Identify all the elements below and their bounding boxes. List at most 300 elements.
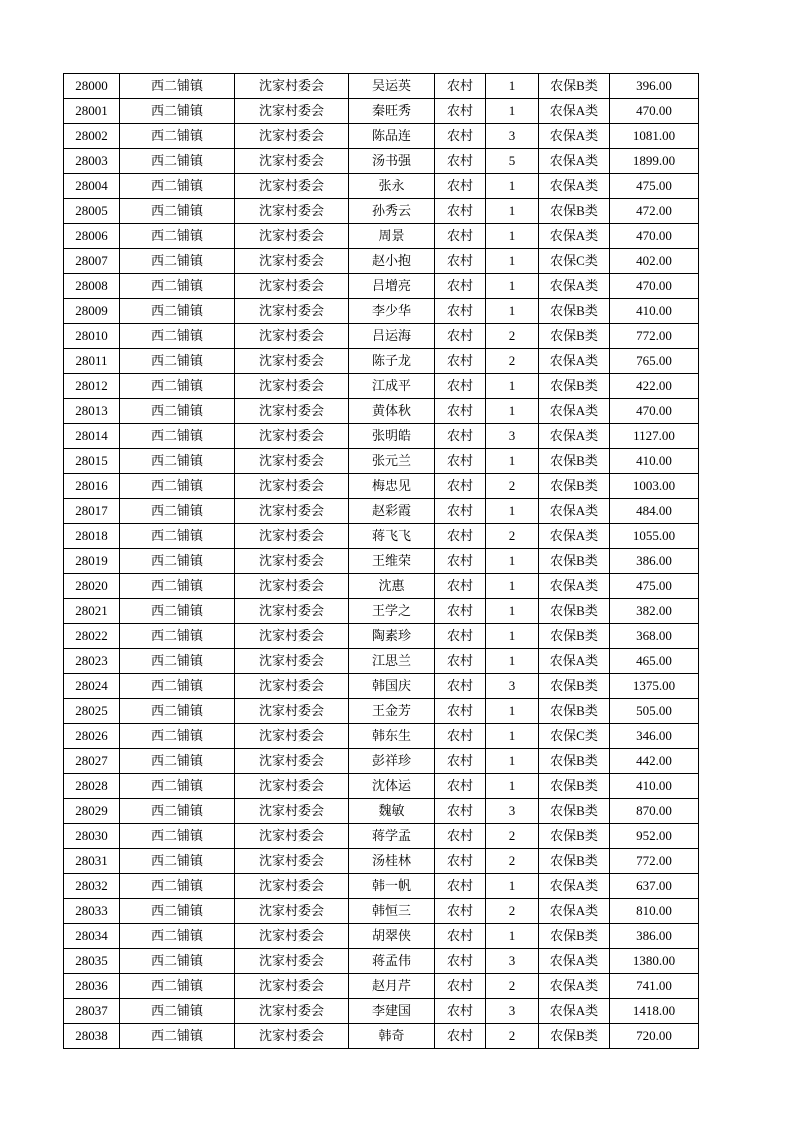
- table-cell-count: 1: [486, 724, 539, 749]
- table-cell-category: 农村: [435, 624, 486, 649]
- table-cell-name: 张明皓: [349, 424, 435, 449]
- table-cell-id: 28020: [64, 574, 120, 599]
- table-cell-category: 农村: [435, 774, 486, 799]
- table-cell-village: 沈家村委会: [235, 699, 349, 724]
- table-cell-id: 28026: [64, 724, 120, 749]
- table-cell-id: 28023: [64, 649, 120, 674]
- table-cell-amount: 386.00: [610, 924, 699, 949]
- table-cell-category: 农村: [435, 599, 486, 624]
- table-cell-amount: 410.00: [610, 449, 699, 474]
- payment-table: [63, 73, 699, 1049]
- table-cell-town: 西二铺镇: [120, 824, 235, 849]
- table-cell-name: 李少华: [349, 299, 435, 324]
- table-cell-category: 农村: [435, 674, 486, 699]
- table-cell-id: 28008: [64, 274, 120, 299]
- table-cell-count: 1: [486, 99, 539, 124]
- table-cell-name: 孙秀云: [349, 199, 435, 224]
- table-cell-amount: 952.00: [610, 824, 699, 849]
- table-cell-type: 农保B类: [539, 74, 610, 99]
- table-row: [64, 549, 699, 574]
- table-cell-count: 1: [486, 549, 539, 574]
- table-cell-category: 农村: [435, 699, 486, 724]
- table-row: [64, 224, 699, 249]
- table-cell-count: 1: [486, 224, 539, 249]
- table-cell-type: 农保B类: [539, 624, 610, 649]
- table-cell-name: 汤桂林: [349, 849, 435, 874]
- table-cell-id: 28024: [64, 674, 120, 699]
- table-cell-id: 28025: [64, 699, 120, 724]
- table-cell-name: 韩奇: [349, 1024, 435, 1049]
- table-cell-count: 1: [486, 599, 539, 624]
- table-cell-category: 农村: [435, 849, 486, 874]
- table-cell-village: 沈家村委会: [235, 874, 349, 899]
- table-cell-village: 沈家村委会: [235, 149, 349, 174]
- table-cell-village: 沈家村委会: [235, 624, 349, 649]
- table-cell-id: 28012: [64, 374, 120, 399]
- table-cell-amount: 382.00: [610, 599, 699, 624]
- table-cell-category: 农村: [435, 974, 486, 999]
- table-cell-amount: 470.00: [610, 274, 699, 299]
- table-cell-village: 沈家村委会: [235, 74, 349, 99]
- table-cell-town: 西二铺镇: [120, 749, 235, 774]
- table-cell-amount: 346.00: [610, 724, 699, 749]
- table-cell-type: 农保B类: [539, 549, 610, 574]
- table-cell-name: 蒋飞飞: [349, 524, 435, 549]
- table-cell-name: 张永: [349, 174, 435, 199]
- table-cell-amount: 470.00: [610, 399, 699, 424]
- table-cell-count: 1: [486, 274, 539, 299]
- table-cell-village: 沈家村委会: [235, 949, 349, 974]
- table-row: [64, 249, 699, 274]
- table-cell-town: 西二铺镇: [120, 224, 235, 249]
- table-cell-town: 西二铺镇: [120, 774, 235, 799]
- table-cell-amount: 1375.00: [610, 674, 699, 699]
- table-cell-id: 28021: [64, 599, 120, 624]
- table-cell-id: 28027: [64, 749, 120, 774]
- table-row: [64, 949, 699, 974]
- table-cell-id: 28019: [64, 549, 120, 574]
- table-cell-id: 28032: [64, 874, 120, 899]
- table-cell-name: 王金芳: [349, 699, 435, 724]
- table-cell-count: 1: [486, 874, 539, 899]
- table-cell-town: 西二铺镇: [120, 599, 235, 624]
- table-cell-type: 农保A类: [539, 349, 610, 374]
- table-cell-category: 农村: [435, 499, 486, 524]
- table-cell-category: 农村: [435, 349, 486, 374]
- table-cell-type: 农保B类: [539, 824, 610, 849]
- table-cell-village: 沈家村委会: [235, 724, 349, 749]
- table-cell-category: 农村: [435, 399, 486, 424]
- table-cell-type: 农保B类: [539, 849, 610, 874]
- table-cell-name: 胡翠侠: [349, 924, 435, 949]
- table-cell-village: 沈家村委会: [235, 324, 349, 349]
- table-cell-id: 28016: [64, 474, 120, 499]
- table-cell-town: 西二铺镇: [120, 949, 235, 974]
- table-cell-type: 农保A类: [539, 424, 610, 449]
- table-cell-id: 28022: [64, 624, 120, 649]
- table-cell-town: 西二铺镇: [120, 274, 235, 299]
- table-cell-category: 农村: [435, 799, 486, 824]
- table-cell-village: 沈家村委会: [235, 99, 349, 124]
- table-row: [64, 499, 699, 524]
- table-cell-count: 1: [486, 199, 539, 224]
- table-row: [64, 374, 699, 399]
- table-cell-type: 农保B类: [539, 749, 610, 774]
- table-cell-id: 28038: [64, 1024, 120, 1049]
- table-cell-count: 2: [486, 324, 539, 349]
- table-cell-type: 农保B类: [539, 374, 610, 399]
- table-cell-town: 西二铺镇: [120, 674, 235, 699]
- table-cell-type: 农保B类: [539, 324, 610, 349]
- table-cell-type: 农保A类: [539, 574, 610, 599]
- table-cell-amount: 772.00: [610, 324, 699, 349]
- table-cell-village: 沈家村委会: [235, 124, 349, 149]
- table-cell-town: 西二铺镇: [120, 849, 235, 874]
- table-row: [64, 274, 699, 299]
- table-cell-count: 3: [486, 999, 539, 1024]
- table-cell-category: 农村: [435, 424, 486, 449]
- table-cell-id: 28000: [64, 74, 120, 99]
- table-cell-village: 沈家村委会: [235, 249, 349, 274]
- table-row: [64, 1024, 699, 1049]
- table-cell-category: 农村: [435, 174, 486, 199]
- table-cell-name: 韩恒三: [349, 899, 435, 924]
- table-cell-amount: 410.00: [610, 299, 699, 324]
- table-cell-village: 沈家村委会: [235, 549, 349, 574]
- table-cell-type: 农保A类: [539, 524, 610, 549]
- table-cell-count: 3: [486, 674, 539, 699]
- table-row: [64, 724, 699, 749]
- table-cell-id: 28035: [64, 949, 120, 974]
- table-cell-name: 张元兰: [349, 449, 435, 474]
- table-cell-town: 西二铺镇: [120, 249, 235, 274]
- table-cell-category: 农村: [435, 949, 486, 974]
- table-row: [64, 999, 699, 1024]
- table-cell-count: 2: [486, 849, 539, 874]
- table-row: [64, 524, 699, 549]
- table-cell-name: 陈品连: [349, 124, 435, 149]
- table-cell-amount: 368.00: [610, 624, 699, 649]
- table-cell-category: 农村: [435, 449, 486, 474]
- table-cell-name: 蒋孟伟: [349, 949, 435, 974]
- table-row: [64, 599, 699, 624]
- table-cell-count: 2: [486, 524, 539, 549]
- table-cell-name: 沈惠: [349, 574, 435, 599]
- table-cell-village: 沈家村委会: [235, 299, 349, 324]
- table-cell-count: 1: [486, 174, 539, 199]
- table-cell-name: 韩东生: [349, 724, 435, 749]
- table-cell-town: 西二铺镇: [120, 899, 235, 924]
- table-cell-town: 西二铺镇: [120, 299, 235, 324]
- table-row: [64, 399, 699, 424]
- table-cell-category: 农村: [435, 874, 486, 899]
- table-cell-village: 沈家村委会: [235, 349, 349, 374]
- table-cell-amount: 470.00: [610, 99, 699, 124]
- table-cell-count: 1: [486, 649, 539, 674]
- table-cell-name: 赵小抱: [349, 249, 435, 274]
- table-row: [64, 749, 699, 774]
- table-cell-name: 黄体秋: [349, 399, 435, 424]
- table-cell-category: 农村: [435, 274, 486, 299]
- table-cell-category: 农村: [435, 574, 486, 599]
- table-cell-type: 农保B类: [539, 199, 610, 224]
- table-cell-village: 沈家村委会: [235, 824, 349, 849]
- table-cell-amount: 1418.00: [610, 999, 699, 1024]
- table-cell-village: 沈家村委会: [235, 424, 349, 449]
- table-cell-name: 吕增亮: [349, 274, 435, 299]
- table-cell-amount: 422.00: [610, 374, 699, 399]
- table-cell-category: 农村: [435, 899, 486, 924]
- table-cell-amount: 475.00: [610, 174, 699, 199]
- table-cell-category: 农村: [435, 524, 486, 549]
- table-cell-count: 1: [486, 924, 539, 949]
- table-cell-id: 28015: [64, 449, 120, 474]
- table-cell-type: 农保A类: [539, 224, 610, 249]
- table-cell-amount: 410.00: [610, 774, 699, 799]
- table-cell-category: 农村: [435, 549, 486, 574]
- table-cell-category: 农村: [435, 649, 486, 674]
- table-cell-id: 28028: [64, 774, 120, 799]
- table-row: [64, 774, 699, 799]
- table-cell-count: 1: [486, 774, 539, 799]
- table-cell-type: 农保B类: [539, 474, 610, 499]
- table-cell-amount: 1081.00: [610, 124, 699, 149]
- table-cell-category: 农村: [435, 224, 486, 249]
- table-cell-town: 西二铺镇: [120, 699, 235, 724]
- table-cell-name: 彭祥珍: [349, 749, 435, 774]
- table-cell-count: 1: [486, 374, 539, 399]
- table-cell-count: 3: [486, 799, 539, 824]
- table-cell-count: 1: [486, 249, 539, 274]
- table-cell-type: 农保B类: [539, 774, 610, 799]
- table-row: [64, 299, 699, 324]
- table-row: [64, 899, 699, 924]
- table-cell-village: 沈家村委会: [235, 474, 349, 499]
- table-cell-amount: 637.00: [610, 874, 699, 899]
- table-cell-category: 农村: [435, 199, 486, 224]
- table-cell-type: 农保A类: [539, 149, 610, 174]
- table-cell-town: 西二铺镇: [120, 449, 235, 474]
- table-cell-type: 农保B类: [539, 699, 610, 724]
- table-cell-village: 沈家村委会: [235, 1024, 349, 1049]
- table-cell-type: 农保A类: [539, 874, 610, 899]
- table-row: [64, 124, 699, 149]
- table-cell-id: 28036: [64, 974, 120, 999]
- table-cell-town: 西二铺镇: [120, 199, 235, 224]
- table-cell-id: 28011: [64, 349, 120, 374]
- table-cell-type: 农保B类: [539, 674, 610, 699]
- table-row: [64, 824, 699, 849]
- table-cell-town: 西二铺镇: [120, 374, 235, 399]
- table-row: [64, 674, 699, 699]
- table-cell-category: 农村: [435, 124, 486, 149]
- table-cell-village: 沈家村委会: [235, 674, 349, 699]
- table-cell-town: 西二铺镇: [120, 549, 235, 574]
- table-row: [64, 574, 699, 599]
- table-cell-name: 蒋学孟: [349, 824, 435, 849]
- table-cell-name: 汤书强: [349, 149, 435, 174]
- table-cell-town: 西二铺镇: [120, 999, 235, 1024]
- table-cell-count: 1: [486, 74, 539, 99]
- table-cell-id: 28007: [64, 249, 120, 274]
- table-cell-amount: 386.00: [610, 549, 699, 574]
- table-cell-count: 1: [486, 449, 539, 474]
- table-cell-village: 沈家村委会: [235, 524, 349, 549]
- table-cell-count: 2: [486, 899, 539, 924]
- table-cell-id: 28033: [64, 899, 120, 924]
- table-cell-category: 农村: [435, 1024, 486, 1049]
- table-cell-category: 农村: [435, 99, 486, 124]
- table-cell-amount: 1127.00: [610, 424, 699, 449]
- table-cell-village: 沈家村委会: [235, 199, 349, 224]
- table-cell-name: 吴运英: [349, 74, 435, 99]
- table-cell-category: 农村: [435, 999, 486, 1024]
- table-cell-id: 28003: [64, 149, 120, 174]
- table-cell-amount: 870.00: [610, 799, 699, 824]
- table-row: [64, 349, 699, 374]
- table-cell-type: 农保B类: [539, 599, 610, 624]
- table-cell-town: 西二铺镇: [120, 624, 235, 649]
- table-cell-type: 农保A类: [539, 899, 610, 924]
- table-cell-village: 沈家村委会: [235, 374, 349, 399]
- table-cell-town: 西二铺镇: [120, 1024, 235, 1049]
- table-cell-count: 1: [486, 749, 539, 774]
- table-cell-amount: 741.00: [610, 974, 699, 999]
- table-row: [64, 424, 699, 449]
- table-cell-name: 韩国庆: [349, 674, 435, 699]
- table-cell-village: 沈家村委会: [235, 274, 349, 299]
- table-cell-type: 农保A类: [539, 99, 610, 124]
- table-cell-amount: 402.00: [610, 249, 699, 274]
- table-cell-village: 沈家村委会: [235, 974, 349, 999]
- table-row: [64, 849, 699, 874]
- table-cell-name: 魏敏: [349, 799, 435, 824]
- table-cell-town: 西二铺镇: [120, 724, 235, 749]
- table-cell-type: 农保B类: [539, 299, 610, 324]
- table-cell-village: 沈家村委会: [235, 574, 349, 599]
- table-cell-town: 西二铺镇: [120, 424, 235, 449]
- table-cell-id: 28017: [64, 499, 120, 524]
- table-cell-village: 沈家村委会: [235, 749, 349, 774]
- table-cell-town: 西二铺镇: [120, 524, 235, 549]
- table-cell-amount: 396.00: [610, 74, 699, 99]
- table-cell-category: 农村: [435, 74, 486, 99]
- table-cell-count: 1: [486, 624, 539, 649]
- table-cell-name: 赵彩霞: [349, 499, 435, 524]
- table-cell-name: 陈子龙: [349, 349, 435, 374]
- table-cell-amount: 505.00: [610, 699, 699, 724]
- table-cell-type: 农保B类: [539, 449, 610, 474]
- table-cell-category: 农村: [435, 299, 486, 324]
- table-cell-amount: 465.00: [610, 649, 699, 674]
- table-cell-count: 2: [486, 474, 539, 499]
- table-cell-id: 28013: [64, 399, 120, 424]
- table-row: [64, 699, 699, 724]
- table-cell-amount: 1055.00: [610, 524, 699, 549]
- table-cell-type: 农保C类: [539, 724, 610, 749]
- table-cell-type: 农保A类: [539, 124, 610, 149]
- table-cell-category: 农村: [435, 749, 486, 774]
- table-cell-id: 28010: [64, 324, 120, 349]
- table-cell-id: 28037: [64, 999, 120, 1024]
- table-cell-id: 28005: [64, 199, 120, 224]
- table-cell-name: 秦旺秀: [349, 99, 435, 124]
- table-cell-town: 西二铺镇: [120, 124, 235, 149]
- table-cell-town: 西二铺镇: [120, 99, 235, 124]
- table-cell-name: 吕运海: [349, 324, 435, 349]
- table-row: [64, 174, 699, 199]
- table-cell-town: 西二铺镇: [120, 924, 235, 949]
- table-cell-id: 28001: [64, 99, 120, 124]
- table-row: [64, 149, 699, 174]
- table-row: [64, 974, 699, 999]
- table-cell-category: 农村: [435, 324, 486, 349]
- table-cell-count: 2: [486, 349, 539, 374]
- table-cell-category: 农村: [435, 374, 486, 399]
- table-row: [64, 199, 699, 224]
- table-cell-name: 王维荣: [349, 549, 435, 574]
- table-row: [64, 624, 699, 649]
- table-cell-id: 28006: [64, 224, 120, 249]
- table-cell-category: 农村: [435, 824, 486, 849]
- table-cell-count: 2: [486, 1024, 539, 1049]
- table-cell-village: 沈家村委会: [235, 924, 349, 949]
- table-cell-type: 农保A类: [539, 174, 610, 199]
- table-cell-amount: 765.00: [610, 349, 699, 374]
- table-cell-count: 2: [486, 824, 539, 849]
- table-row: [64, 649, 699, 674]
- table-cell-type: 农保A类: [539, 499, 610, 524]
- table-row: [64, 74, 699, 99]
- table-cell-id: 28014: [64, 424, 120, 449]
- table-cell-category: 农村: [435, 149, 486, 174]
- table-cell-amount: 1380.00: [610, 949, 699, 974]
- table-cell-id: 28018: [64, 524, 120, 549]
- table-cell-village: 沈家村委会: [235, 449, 349, 474]
- table-cell-id: 28002: [64, 124, 120, 149]
- table-cell-type: 农保C类: [539, 249, 610, 274]
- table-cell-type: 农保B类: [539, 799, 610, 824]
- table-cell-amount: 720.00: [610, 1024, 699, 1049]
- table-cell-town: 西二铺镇: [120, 324, 235, 349]
- table-cell-village: 沈家村委会: [235, 899, 349, 924]
- table-cell-name: 王学之: [349, 599, 435, 624]
- table-cell-name: 沈体运: [349, 774, 435, 799]
- table-row: [64, 99, 699, 124]
- table-cell-village: 沈家村委会: [235, 649, 349, 674]
- table-cell-village: 沈家村委会: [235, 499, 349, 524]
- table-cell-town: 西二铺镇: [120, 74, 235, 99]
- table-cell-village: 沈家村委会: [235, 599, 349, 624]
- table-cell-name: 陶素珍: [349, 624, 435, 649]
- table-cell-amount: 1003.00: [610, 474, 699, 499]
- table-cell-type: 农保A类: [539, 949, 610, 974]
- table-cell-type: 农保A类: [539, 274, 610, 299]
- table-cell-name: 赵月芹: [349, 974, 435, 999]
- table-cell-count: 1: [486, 699, 539, 724]
- table-cell-count: 1: [486, 399, 539, 424]
- table-cell-town: 西二铺镇: [120, 649, 235, 674]
- table-cell-id: 28004: [64, 174, 120, 199]
- table-cell-type: 农保B类: [539, 924, 610, 949]
- table-cell-name: 韩一帆: [349, 874, 435, 899]
- table-cell-amount: 470.00: [610, 224, 699, 249]
- table-row: [64, 324, 699, 349]
- table-cell-village: 沈家村委会: [235, 774, 349, 799]
- table-cell-village: 沈家村委会: [235, 849, 349, 874]
- table-cell-category: 农村: [435, 474, 486, 499]
- table-cell-type: 农保A类: [539, 974, 610, 999]
